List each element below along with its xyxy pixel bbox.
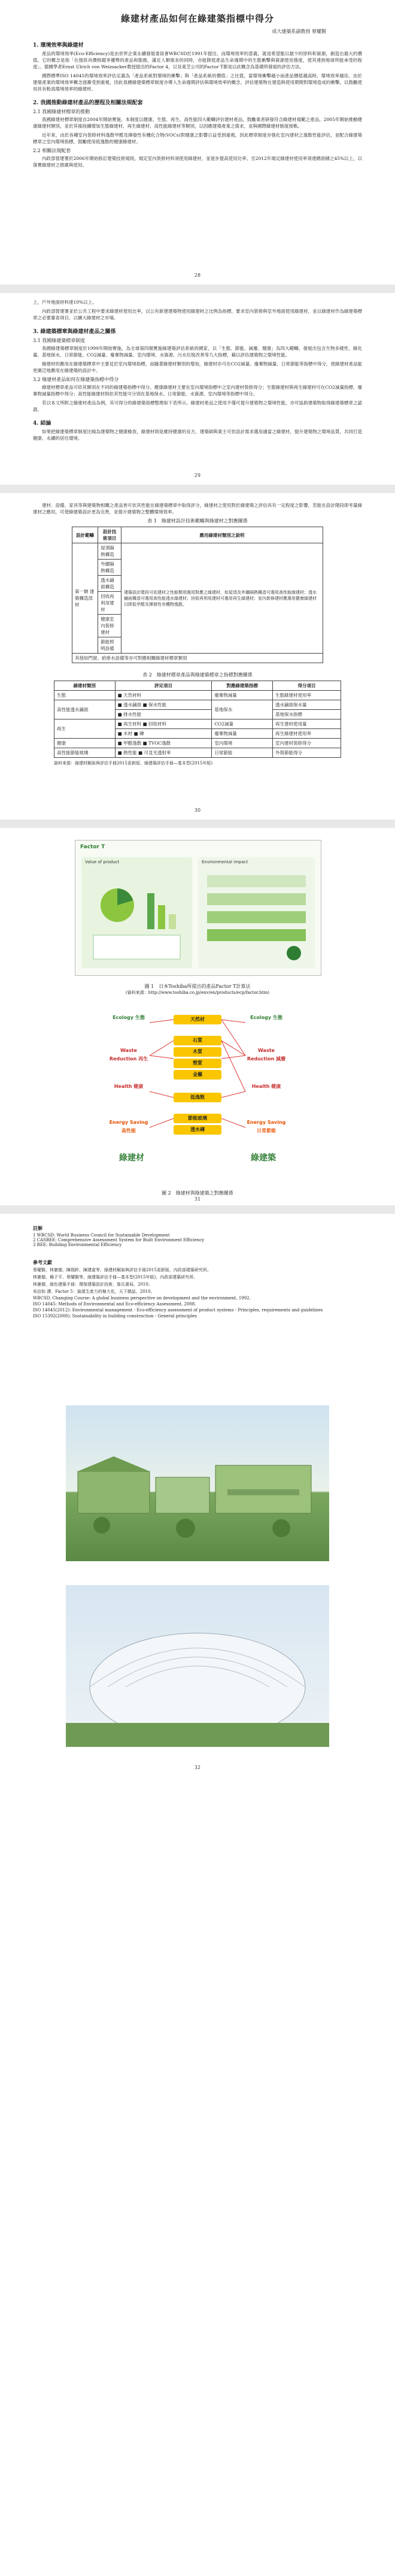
page-divider — [0, 485, 395, 493]
table-cell: 透水鋪面保水量 — [272, 700, 341, 710]
figure-2-right-ecology: Ecology 生態 — [250, 1015, 282, 1020]
table-2-source: 資料來源：綠建材解說與評估手冊2015更新版、綠建築評估手冊—基本型(2015年版) — [54, 761, 213, 766]
table-cell: 日常節能 — [212, 748, 273, 758]
figure-1-source: (資料來源：http://www.toshiba.co.jp/env/en/products/ecp/factor.htm) — [125, 990, 270, 995]
figure-1-right-panel — [198, 857, 315, 968]
references-title: 參考文獻 — [33, 1259, 52, 1265]
table-cell: 回收再利用建材 — [98, 592, 121, 615]
table-cell: 基地保水指標 — [272, 710, 341, 719]
table-cell: 高性能節能玻璃 — [54, 748, 116, 758]
table-cell: ■ 天然材料 — [115, 691, 212, 700]
table-header: 得分項目 — [272, 681, 341, 691]
page-divider — [0, 820, 395, 828]
dome-photo — [66, 1585, 329, 1747]
table-cell: 廢棄物減量 — [212, 691, 273, 700]
table-cell: 其他如門窗、給排水設備等亦可對應相關綠建材標章類別 — [72, 654, 323, 663]
table-cell: 再生 — [54, 719, 116, 739]
grass-ground — [66, 1723, 329, 1747]
table-header: 綠建材類別 — [54, 681, 116, 691]
section-3-heading: 3. 綠建築標章與綠建材產品之關係 — [33, 329, 116, 335]
row-band — [207, 893, 306, 905]
building-photo — [66, 1405, 329, 1561]
figure-2-right-energy: Energy Saving 日常節能 — [247, 1120, 286, 1133]
s3-paragraph-3: 綠建材標章產品可依其類別在不同的綠建築指標中得分。健康綠建材主要在室內環境指標中之室內建材裝修得分；生態綠建材與再生綠建材可在CO2減量指標、廢棄物減量指標中得分；高性能綠建材則依其性能可分別在基地保水、日常節能、水資源、室內環境等指標中得分。 — [33, 385, 362, 397]
table-cell: 外殼節能得分 — [272, 748, 341, 758]
page-1 — [0, 0, 395, 285]
table-cell: 第一類 建築構造部材 — [72, 543, 98, 654]
page-2 — [0, 293, 395, 485]
page-4 — [0, 828, 395, 1205]
page-divider — [0, 285, 395, 293]
figure-2-left-health: Health 健康 — [114, 1084, 144, 1089]
figure-2-mid-item: 塑質 — [174, 1059, 221, 1068]
figure-2-right-waste: Waste Reduction 減廢 — [247, 1048, 286, 1062]
table-header: 設計範疇 — [72, 527, 98, 543]
table-cell: 再生綠建材使用率 — [272, 729, 341, 739]
figure-2-mid-item: 節能玻璃 — [174, 1114, 221, 1123]
figure-2-mid-item: 天然材 — [174, 1015, 221, 1024]
figure-1 — [75, 840, 321, 976]
p2-paragraph-2: 內政部營建署並於公共工程中要求綠建材使用比率，以公有新建建築物使用綠建材之比例為指標，要求室內裝修與室外地面使用綠建材，並以綠建材作為綠建築標章之必要審查項目，以擴大綠建材之市場。 — [33, 309, 362, 321]
globe-icon — [287, 946, 301, 960]
reference-item: ISO 14045(2012): Environmental management - Eco-efficiency assessment of product systems - Principles, requirements and guidelines — [33, 1308, 323, 1313]
figure-2-left-energy: Energy Saving 高性能 — [109, 1120, 148, 1133]
figure-2-green-material-label: 綠建材 — [119, 1153, 144, 1163]
s3-paragraph-2: 綠建材的應用在綠建築標章中主要見於室內環境指標，而隨著綠建材類別的增加，綠建材亦可在CO2減量、廢棄物減量、日常節能等指標中得分，使綠建材產品能更廣泛地應用在綠建築的設計中。 — [33, 361, 362, 373]
figure-2-mid-item: 金屬 — [174, 1070, 221, 1080]
s2-paragraph-1: 我國綠建材標章制度自2004年開始實施，本制度以健康、生態、再生、高性能四大範疇評估建材產品，鼓勵業者研發符合綠建材規範之產品。2005年開始推動健康綠建材類別，並於其後陸續增加生態綠建材、再生綠建材、高性能綠建材等類別，以因應建築產業之需求，並與國際綠建材制度接軌。 — [33, 117, 362, 129]
figure-2-caption: 圖 2 綠建材與綠建築之對應關係 — [162, 1190, 233, 1196]
table-cell: 高性能透水鋪面 — [54, 700, 116, 719]
row-band — [207, 875, 306, 887]
table-cell: 生態 — [54, 691, 116, 700]
table-cell: ■ 透水鋪面 ■ 保水性能 — [115, 700, 212, 710]
table-1-caption: 表 1 綠建材設計技術範疇與綠建材之對應關係 — [147, 518, 248, 524]
table-cell: 外牆隔熱構造 — [98, 560, 121, 576]
table-1 — [72, 527, 323, 663]
section-2-heading: 2. 我國推動綠建材產品的歷程及相關法規配套 — [33, 100, 143, 106]
reference-item: 吳信如 譯，Factor 5：資源生產力的極大化，天下雜誌，2010。 — [33, 1289, 155, 1294]
tree-icon — [93, 1517, 110, 1534]
table-cell: ■ 排水性能 — [115, 710, 212, 719]
row-band — [207, 929, 306, 941]
page-divider — [0, 1205, 395, 1214]
p2-paragraph-1: 上，戶外地面材料達10%以上。 — [33, 300, 97, 305]
figure-2 — [108, 1008, 287, 1184]
s1-paragraph-1: 產品的環境效率(Eco-Efficiency)是由世界企業永續發展委員會WBCSD於1991年提出，而環境效率的意義，就是希望能以最少的原料和資源，創造出最大的價值。它的概念是指「在提供具價格競爭優勢的產品和服務，滿足人類需求的同時，亦能降低產品生命週期中的生態衝擊與資源使用強度，使其達到地球所能承受的程度」。德國學者Ernst Ulrich von Weizsacker教授提出的Factor 4，以及東芝公司的Factor T都是以此概念為基礎所發展的評估方法。 — [33, 51, 362, 69]
page-3 — [0, 493, 395, 820]
p3-intro: 建材、設備、家具等與建築物相關之產品皆可依其性能在綠建築標章中取得評分，綠建材之使用對於綠建築之評估具有一定程度之影響，若能在設計階段即考量綠建材之應用，可使綠建築設計更為完善，並提升建築物之整體環境效率。 — [33, 503, 362, 515]
page-number: 29 — [194, 473, 201, 478]
s2-paragraph-2: 近年來，由於各種室內裝修材料逸散甲醛及揮發性有機化合物(VOCs)對健康之影響日益受到重視，因此標章制度亦強化室內建材之逸散性能評估，並配合綠建築標章之室內環境指標，鼓勵使用低逸散的健康綠建材。 — [33, 132, 362, 144]
section-1-heading: 1. 環境效率與綠建材 — [33, 43, 84, 49]
note-item: 1 WBCSD: World Business Council for Sustainable Development — [33, 1233, 170, 1238]
bar — [169, 914, 176, 929]
article-author: 成大建築系副教授 蔡耀賢 — [272, 29, 326, 34]
figure-1-left-panel — [81, 857, 192, 968]
figure-1-left-chart — [81, 857, 192, 968]
reference-item: 林憲德、楊子平、蔡耀賢等，綠建築評估手冊—基本型(2015年版)，內政部建築研究所。 — [33, 1275, 198, 1280]
building-photo-illustration — [66, 1405, 329, 1561]
page-number: 32 — [194, 1765, 201, 1770]
table-cell: CO2減量 — [212, 719, 273, 729]
table-cell: 健康室內裝修建材 — [98, 615, 121, 637]
table-cell: 建築設計階段可依建材之性能類別選用對應之綠建材，如屋頂及外牆隔熱構造可選用高性能綠建材；透水鋪面構造可選用高性能透水綠建材；回收再利用建材可選用再生綠建材；室內裝修建材應選用健康綠建材以降低甲醛及揮發性有機物逸散。 — [121, 543, 323, 654]
reference-item: ISO 14045: Methods of Environmental and Eco-efficiency Assessment, 2008. — [33, 1302, 196, 1307]
figure-1-right-chart — [198, 857, 315, 968]
table-header: 評定項目 — [115, 681, 212, 691]
page-5 — [0, 1214, 395, 2576]
s2-paragraph-3: 內政部營建署於2006年開始修訂建築技術規則，規定室內裝修材料須使用綠建材，並逐步提高使用比率。至2012年規定綠建材使用率須達總面積之45%以上，以落實綠建材之推廣與使用。 — [33, 156, 362, 168]
reference-item: 林憲德，綠色建築手冊：環保建築設計技術，詹氏書局，2010。 — [33, 1282, 153, 1287]
table-cell: 基地保水 — [212, 700, 273, 719]
figure-1-caption: 圖 1 日本Toshiba所提出的產品Factor T計算法 — [144, 984, 251, 989]
table-header: 設計技術項目 — [98, 527, 121, 543]
reference-item: ISO 15392(2008): Sustainability in building construction - General principles — [33, 1314, 197, 1319]
legend-box — [93, 935, 180, 959]
page-number: 31 — [194, 1196, 201, 1202]
note-item: 2 CASBEE: Comprehensive Assessment System for Built Environment Efficiency — [33, 1238, 205, 1242]
table-cell: 廢棄物減量 — [212, 729, 273, 739]
table-2-caption: 表 2 綠建材標章產品與綠建築標章之指標對應關係 — [142, 672, 253, 678]
figure-2-mid-item: 石質 — [174, 1036, 221, 1045]
terrace-building — [156, 1477, 209, 1513]
figure-2-left-waste: Waste Reduction 再生 — [109, 1048, 148, 1062]
figure-1-left-label: Value of product — [85, 860, 120, 864]
table-cell: 節能照明設備 — [98, 637, 121, 654]
reference-item: WBCSD, Changing Course: A global business perspective on development and the environment, 1992. — [33, 1296, 251, 1301]
s2-subheading-2: 2.2 相關法規配套 — [33, 148, 71, 153]
row-band — [207, 911, 306, 923]
tree-icon — [176, 1519, 195, 1538]
s3-paragraph-4: 若以本文所附之綠建材產品為例，其可得分的綠建築指標整理如下表所示。綠建材產品之使用不僅可提升建築物之環境性能，亦可協助建築物取得綠建築標章之認證。 — [33, 400, 362, 412]
figure-1-right-label: Environmental impact — [202, 860, 248, 864]
bar — [147, 893, 154, 929]
s3-paragraph-1: 我國綠建築標章制度於1999年開始實施，為全球第四個實施綠建築評估系統的國家，以「生態、節能、減廢、健康」為四大範疇，發展出包含生物多樣性、綠化量、基地保水、日常節能、CO2減量、廢棄物減量、室內環境、水資源、污水垃圾改善等九大指標，藉以評估建築物之環境性能。 — [33, 346, 362, 358]
table-cell: ■ 再生材料 ■ 回收材料 — [115, 719, 212, 729]
figure-2-green-building-label: 綠建築 — [251, 1153, 276, 1163]
table-cell: 屋頂隔熱構造 — [98, 543, 121, 560]
figure-2-left-ecology: Ecology 生態 — [113, 1015, 145, 1020]
article-title: 綠建材產品如何在綠建築指標中得分 — [120, 13, 274, 24]
s3-subheading-2: 3.2 綠建材產品如何在綠建築指標中得分 — [33, 377, 119, 382]
table-cell: 再生建材使用量 — [272, 719, 341, 729]
s1-paragraph-2: 國際標準ISO 14045的環境效率評估定義為「產品系統對環境的衝擊」與「產品系統的價值」之比值，當環境衝擊越小而產品價值越高時，環境效率越佳。由於建築產業的環境效率概念逐漸受到重視，因此我國綠建築標章制度亦導入生命週期評估與環境效率的概念，評估建築物在建造與使用期間對環境造成的衝擊，以鼓勵使用具有較高環境效率的綠建材。 — [33, 73, 362, 92]
table-header: 對應綠建築指標 — [212, 681, 273, 691]
table-cell: 透水鋪面構造 — [98, 576, 121, 592]
dome-photo-illustration — [66, 1585, 329, 1747]
figure-2-right-health: Health 健康 — [251, 1084, 281, 1089]
page-number: 28 — [194, 273, 201, 278]
section-4-heading: 4. 結論 — [33, 421, 51, 427]
notes-title: 註解 — [33, 1225, 42, 1231]
table-cell: 室內建材裝修得分 — [272, 739, 341, 748]
table-cell: 健康 — [54, 739, 116, 748]
terrace — [227, 1489, 299, 1495]
table-cell: ■ 木材 ■ 磚 — [115, 729, 212, 739]
figure-2-mid-item: 透水磚 — [174, 1125, 221, 1135]
table-cell: 生態綠建材使用率 — [272, 691, 341, 700]
table-cell: ■ 熱性能 ■ 可見光透射率 — [115, 748, 212, 758]
bar — [158, 905, 165, 929]
s2-subheading-1: 2.1 我國綠建材標章的推動 — [33, 109, 90, 114]
table-cell: 室內環境 — [212, 739, 273, 748]
figure-2-mid-item: 木質 — [174, 1047, 221, 1057]
s3-subheading-1: 3.1 我國綠建築標章制度 — [33, 338, 86, 343]
figure-2-mid-item: 低逸散 — [174, 1093, 221, 1102]
roof-garden — [78, 1456, 150, 1471]
tree-icon — [272, 1519, 290, 1537]
table-2 — [54, 681, 341, 758]
note-item: 3 BEE: Building Environmental Efficiency — [33, 1242, 122, 1247]
reference-item: 蔡耀賢、林憲德、陳瑞鈴、陳建富等，綠建材解說與評估手冊2015更新版，內政部建築研究所。 — [33, 1268, 211, 1272]
page-number: 30 — [194, 808, 201, 813]
table-cell: ■ 甲醛逸散 ■ TVOC逸散 — [115, 739, 212, 748]
green-roof-building — [78, 1471, 150, 1513]
figure-1-title: Factor T — [80, 844, 105, 850]
table-header: 應用綠建材類別之說明 — [121, 527, 323, 543]
s4-paragraph-1: 如果把綠建築標章制度比喻為建築物之健康檢查，綠建材則是維持健康的良方，建築師與業主可依設計需求選用適當之綠建材，提升建築物之環境品質，共同打造健康、永續的居住環境。 — [33, 429, 362, 441]
